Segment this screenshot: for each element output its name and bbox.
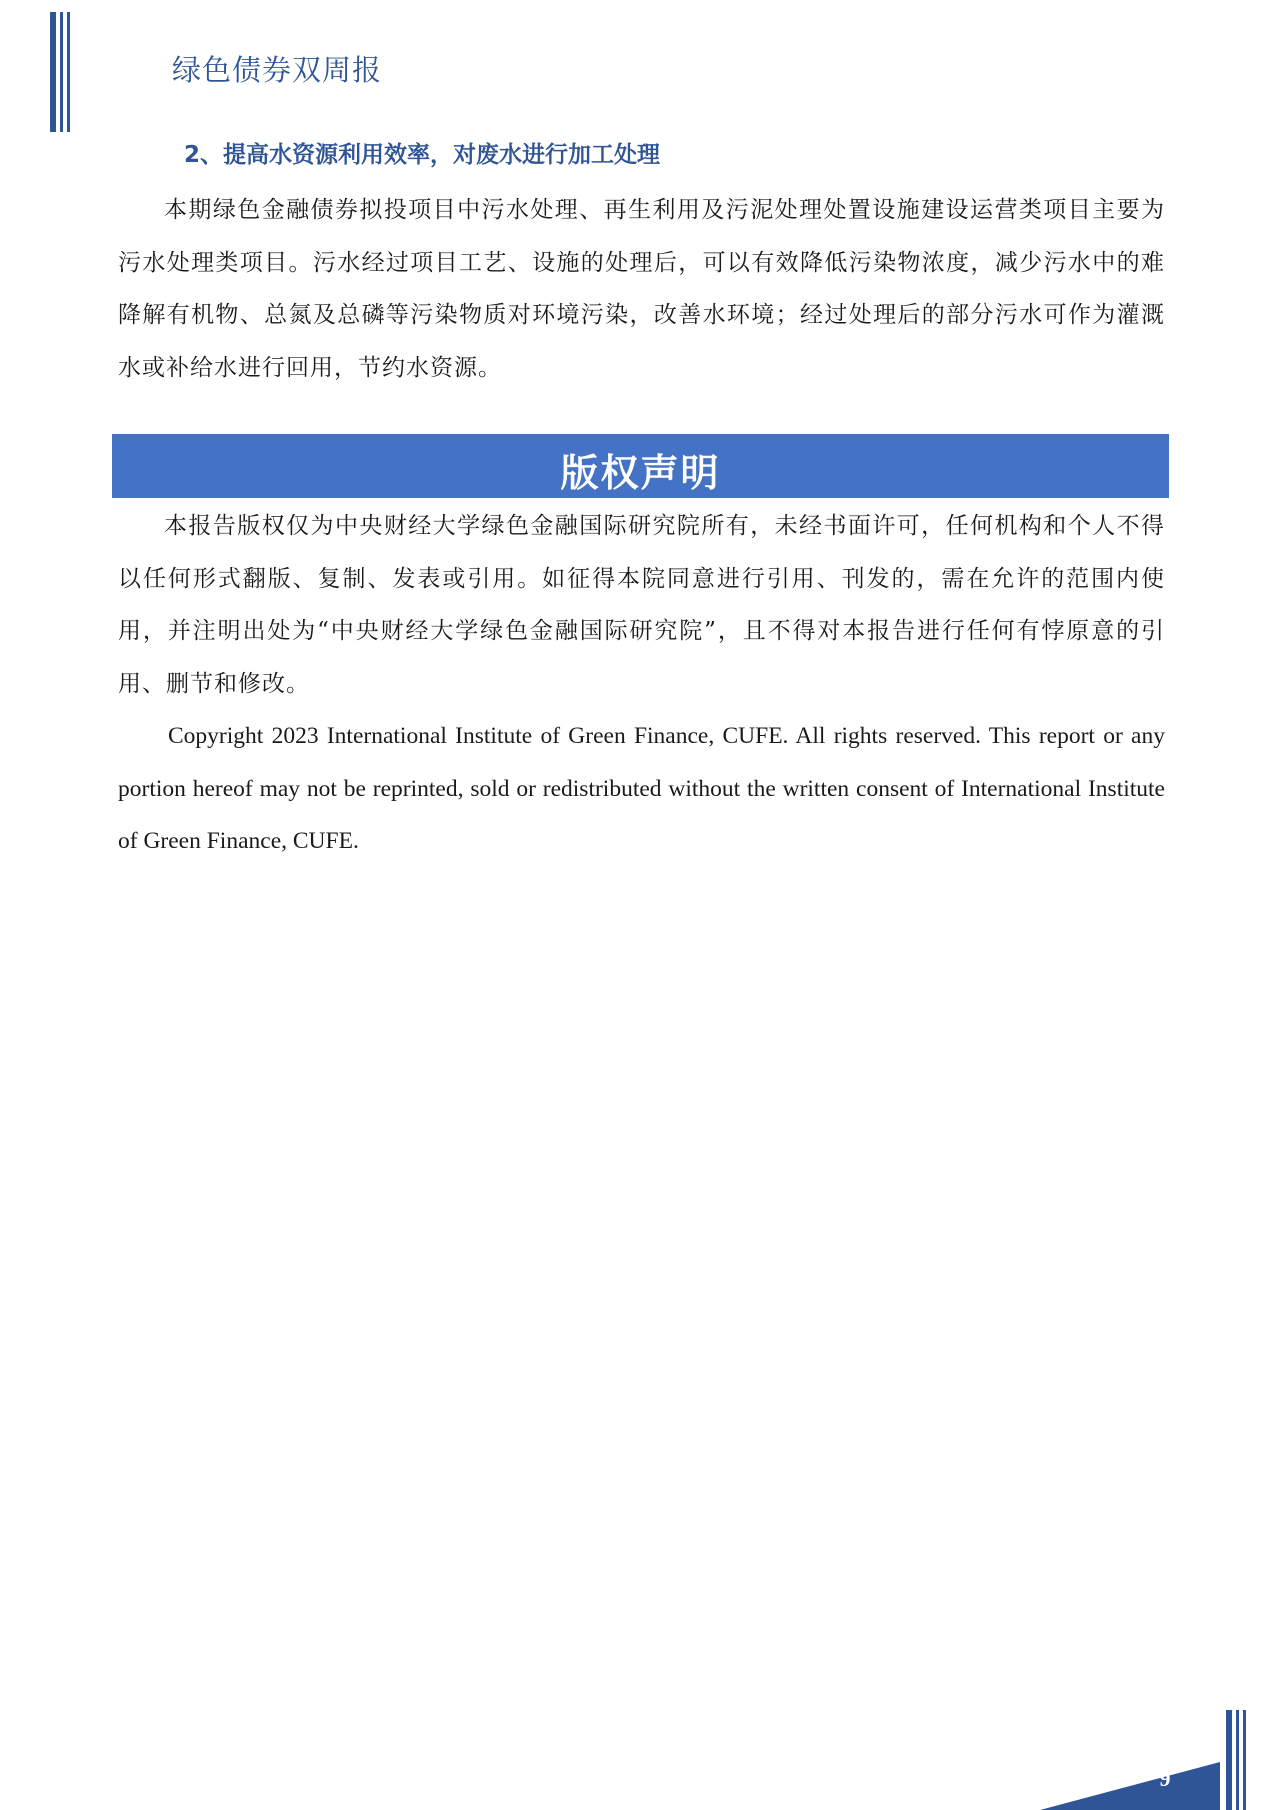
footer-bar-3 xyxy=(1243,1710,1246,1810)
header-bar-3 xyxy=(67,12,70,132)
section-subheading: 2、提高水资源利用效率，对废水进行加工处理 xyxy=(184,142,661,168)
footer-bar-2 xyxy=(1236,1710,1239,1810)
copyright-paragraph-zh: 本报告版权仅为中央财经大学绿色金融国际研究院所有，未经书面许可，任何机构和个人不得以任何形式翻版、复制、发表或引用。如征得本院同意进行引用、刊发的，需在允许的范围内使用，并注明出处为“中央财经大学绿色金融国际研究院”，且不得对本报告进行任何有悖原意的引用、删节和修改。 xyxy=(118,513,1165,697)
section-paragraph: 本期绿色金融债券拟投项目中污水处理、再生利用及污泥处理处置设施建设运营类项目主要为污水处理类项目。污水经过项目工艺、设施的处理后，可以有效降低污染物浓度，减少污水中的难降解有机物、总氮及总磷等污染物质对环境污染，改善水环境；经过处理后的部分污水可作为灌溉水或补给水进行回用，节约水资源。 xyxy=(118,197,1165,381)
copyright-title: 版权声明 xyxy=(560,451,721,495)
footer-corner-decoration xyxy=(1040,1710,1280,1810)
copyright-paragraph-en: Copyright 2023 International Institute of Green Finance, CUFE. All rights reserved. This report or any portion hereof may not be reprinted, sold or redistributed without the written consent of International Institute of Green Finance, CUFE. xyxy=(118,723,1165,854)
footer-triangle xyxy=(1040,1762,1220,1810)
header-bar-2 xyxy=(60,12,63,132)
copyright-banner xyxy=(112,434,1169,498)
page-number: 9 xyxy=(1159,1766,1171,1791)
report-series-title: 绿色债券双周报 xyxy=(172,53,383,87)
header-bar-1 xyxy=(50,12,56,132)
footer-bar-1 xyxy=(1226,1710,1232,1810)
